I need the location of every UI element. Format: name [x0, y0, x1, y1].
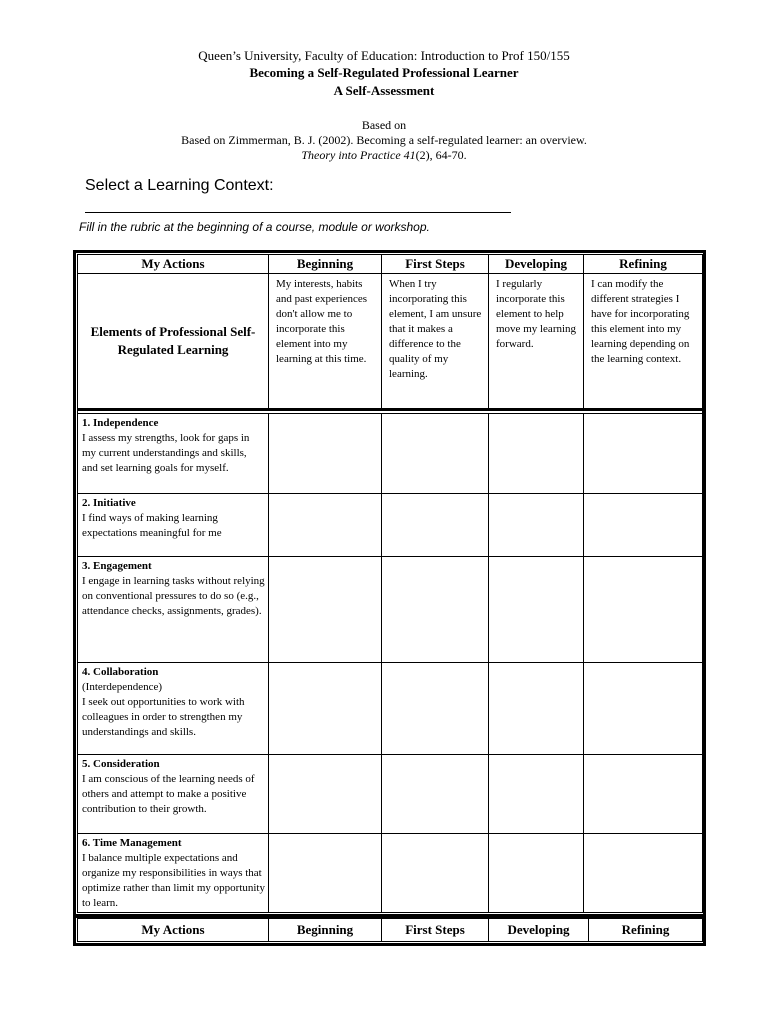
header-beginning: Beginning: [269, 255, 382, 274]
element-title: 3. Engagement: [82, 560, 152, 572]
element-text: I balance multiple expectations and organize my responsibilities in ways that optimize rather than limit my opportunity to learn.: [82, 852, 265, 909]
doc-title: Becoming a Self-Regulated Professional Learner: [249, 65, 519, 80]
rubric-row: [78, 834, 703, 913]
element-title: 6. Time Management: [82, 837, 182, 849]
rating-cell-developing[interactable]: [489, 414, 584, 494]
rubric-row: [78, 663, 703, 755]
rubric-row: [78, 557, 703, 663]
descriptor-first-steps: When I try incorporating this element, I am unsure that it makes a difference to the quality of my learning.: [382, 274, 489, 410]
descriptor-beginning: My interests, habits and past experiences don't allow me to incorporate this element into my learning at this time.: [269, 274, 382, 410]
journal-name: Theory into Practice 41: [301, 148, 416, 162]
rating-cell-first-steps[interactable]: [382, 414, 489, 494]
learning-context-line[interactable]: [85, 212, 511, 213]
rating-cell-refining[interactable]: [584, 414, 703, 494]
rating-cell-refining[interactable]: [584, 755, 703, 834]
rating-cell-first-steps[interactable]: [382, 557, 489, 663]
descriptor-row: [78, 274, 703, 410]
rubric-row: [78, 755, 703, 834]
element-engagement: [78, 557, 269, 663]
rating-cell-refining[interactable]: [584, 663, 703, 755]
rating-cell-developing[interactable]: [489, 494, 584, 557]
rating-cell-developing[interactable]: [489, 557, 584, 663]
rating-cell-developing[interactable]: [489, 834, 584, 913]
rubric-header-row: [78, 255, 703, 274]
element-title: 4. Collaboration: [82, 666, 159, 678]
rating-cell-beginning[interactable]: [269, 834, 382, 913]
elements-title: Elements of Professional Self-Regulated Learning: [78, 274, 269, 410]
rubric-row: [78, 494, 703, 557]
element-title: 1. Independence: [82, 417, 159, 429]
rubric-footer-row: [78, 919, 703, 942]
footer-my-actions: My Actions: [78, 919, 269, 942]
element-independence: [78, 414, 269, 494]
footer-refining: Refining: [589, 919, 703, 942]
element-text: I am conscious of the learning needs of others and attempt to make a positive contribution to their growth.: [82, 773, 255, 815]
rating-cell-beginning[interactable]: [269, 663, 382, 755]
doc-course-line: Queen’s University, Faculty of Education: Introduction to Prof 150/155: [198, 48, 570, 63]
rating-cell-refining[interactable]: [584, 557, 703, 663]
element-text: I engage in learning tasks without relying on conventional pressures to do so (e.g., attendance checks, assignments, grades).: [82, 575, 265, 617]
rating-cell-developing[interactable]: [489, 755, 584, 834]
element-time-management: [78, 834, 269, 913]
header-first-steps: First Steps: [382, 255, 489, 274]
element-subtitle: (Interdependence): [82, 681, 163, 693]
doc-subtitle: A Self-Assessment: [333, 83, 435, 98]
rating-cell-developing[interactable]: [489, 663, 584, 755]
rubric-instruction: Fill in the rubric at the beginning of a course, module or workshop.: [79, 220, 430, 234]
journal-line: [0, 147, 768, 164]
rubric-row: [78, 414, 703, 494]
rating-cell-beginning[interactable]: [269, 557, 382, 663]
element-text: I assess my strengths, look for gaps in my current understandings and skills, and set learning goals for myself.: [82, 432, 250, 474]
descriptor-developing: I regularly incorporate this element to help move my learning forward.: [489, 274, 584, 410]
rubric-footer-table: [77, 918, 703, 942]
rating-cell-first-steps[interactable]: [382, 663, 489, 755]
learning-context-label: Select a Learning Context:: [85, 177, 274, 194]
element-initiative: [78, 494, 269, 557]
rating-cell-refining[interactable]: [584, 834, 703, 913]
footer-beginning: Beginning: [269, 919, 382, 942]
element-title: 5. Consideration: [82, 758, 160, 770]
descriptor-refining: I can modify the different strategies I have for incorporating this element into my learning depending on the learning context.: [584, 274, 703, 410]
rubric-table: [77, 254, 703, 913]
footer-developing: Developing: [489, 919, 589, 942]
rating-cell-refining[interactable]: [584, 494, 703, 557]
header-refining: Refining: [584, 255, 703, 274]
rating-cell-beginning[interactable]: [269, 494, 382, 557]
rating-cell-beginning[interactable]: [269, 755, 382, 834]
rating-cell-first-steps[interactable]: [382, 755, 489, 834]
based-on-label: Based on: [361, 118, 407, 132]
journal-issue: (2), 64-70.: [415, 148, 467, 162]
element-text: I find ways of making learning expectations meaningful for me: [82, 512, 222, 539]
header-developing: Developing: [489, 255, 584, 274]
citation-line: Based on Zimmerman, B. J. (2002). Becoming a self-regulated learner: an overview.: [181, 133, 587, 147]
rating-cell-beginning[interactable]: [269, 414, 382, 494]
header-my-actions: My Actions: [78, 255, 269, 274]
footer-first-steps: First Steps: [382, 919, 489, 942]
element-text: I seek out opportunities to work with colleagues in order to strengthen my understandings and skills.: [82, 696, 245, 738]
element-collaboration: [78, 663, 269, 755]
rating-cell-first-steps[interactable]: [382, 494, 489, 557]
rating-cell-first-steps[interactable]: [382, 834, 489, 913]
element-title: 2. Initiative: [82, 497, 136, 509]
element-consideration: [78, 755, 269, 834]
